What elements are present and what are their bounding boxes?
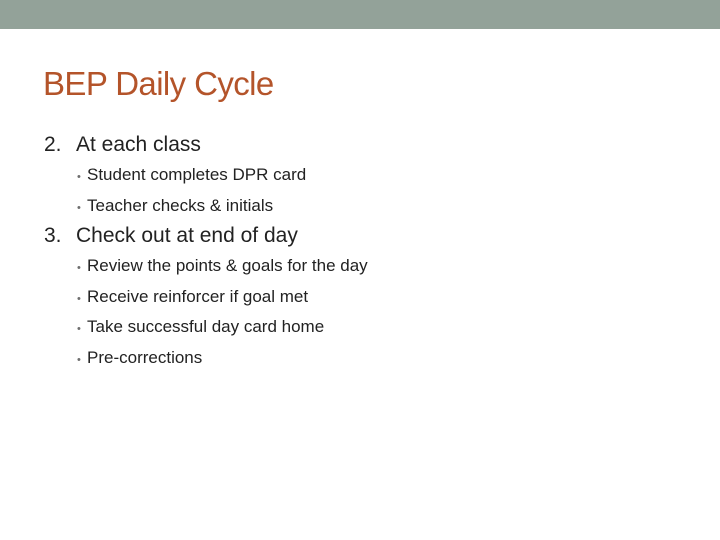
section-number: 2. [44, 133, 62, 156]
list-item [77, 313, 368, 344]
list-item [77, 283, 368, 314]
list-item [77, 161, 306, 192]
section-heading-text: Check out at end of day [76, 224, 298, 247]
bullet-dot-icon: • [77, 201, 81, 214]
section-heading [44, 223, 368, 249]
bullet-text: Take successful day card home [87, 317, 325, 336]
section-check-out [44, 223, 368, 374]
slide-title: BEP Daily Cycle [43, 65, 274, 102]
bullet-list [44, 161, 306, 222]
bullet-dot-icon: • [77, 353, 81, 366]
bullet-text: Review the points & goals for the day [87, 256, 368, 275]
list-item [77, 252, 368, 283]
bullet-list [44, 252, 368, 374]
list-item [77, 344, 368, 375]
bullet-text: Student completes DPR card [87, 165, 307, 184]
bullet-text: Teacher checks & initials [87, 195, 274, 215]
section-at-each-class [44, 132, 306, 222]
section-heading-text: At each class [76, 133, 201, 156]
bullet-dot-icon: • [77, 262, 81, 274]
bullet-text: Pre-corrections [87, 347, 203, 367]
bullet-text: Receive reinforcer if goal met [87, 286, 309, 306]
bullet-dot-icon: • [77, 171, 81, 183]
section-heading [44, 132, 306, 158]
top-accent-bar [0, 0, 720, 29]
list-item [77, 192, 306, 223]
bullet-dot-icon: • [77, 323, 81, 335]
section-number: 3. [44, 224, 62, 247]
bullet-dot-icon: • [77, 292, 81, 305]
